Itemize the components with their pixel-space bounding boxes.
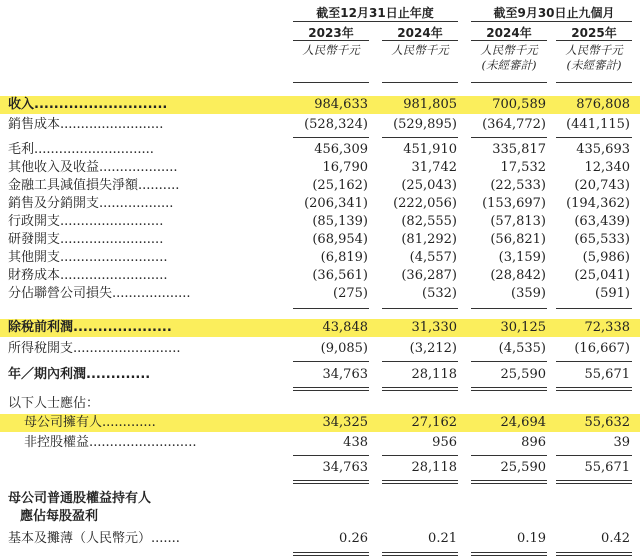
row-label: 分佔聯營公司損失................... [8,286,191,301]
double-rule-1b [293,555,369,556]
row-selling-expenses [0,195,640,213]
cell-2024-9m: 24,694 [500,415,546,430]
unit-col-3: 人民幣千元 [480,43,538,57]
cell-2025-9m: 435,693 [576,142,630,157]
cell-2025-9m: 55,632 [584,415,630,430]
cell-2024-9m: (359) [511,286,546,301]
cell-2024-9m: (22,533) [490,178,546,193]
cell-2023: (68,954) [312,232,368,247]
double-rule-3a [471,480,547,481]
cell-2024: 956 [432,435,457,450]
subtotal-rule-1 [293,137,369,138]
cell-2024: 451,910 [403,142,457,157]
subtotal-rule-3 [471,308,547,309]
double-rule-2b [382,555,458,556]
double-rule-2a [382,387,458,388]
cell-2025-9m: (591) [595,286,630,301]
cell-2023: (85,139) [312,214,368,229]
row-owners-of-parent [0,414,640,432]
row-basic-diluted-eps [0,530,640,548]
cell-2025-9m: 12,340 [584,160,630,175]
row-label: 非控股權益.......................... [24,435,197,450]
cell-2024-9m: 25,590 [500,367,546,382]
unaudited-col-3: (未經審計) [481,58,537,72]
cell-2024-9m: (4,535) [498,341,546,356]
cell-2024-9m: 30,125 [500,320,546,335]
cell-2024-9m: (153,697) [482,196,546,211]
cell-2024-9m: (3,159) [498,250,546,265]
subtotal-rule-1 [293,308,369,309]
row-finance-costs [0,267,640,285]
double-rule-2b [382,483,458,484]
subtotal-rule-2 [382,137,458,138]
cell-2023: (6,819) [320,250,368,265]
row-attributable-total [0,459,640,477]
double-rule-4b [556,390,632,391]
row-income-tax [0,340,640,358]
row-label: 其他開支.......................... [8,250,168,265]
double-rule-3a [471,387,547,388]
row-profit-before-tax [0,319,640,337]
cell-2023: (528,324) [304,117,368,132]
cell-2024: 981,805 [403,97,457,112]
unit-col-1: 人民幣千元 [302,43,360,57]
cell-2024-9m: 25,590 [500,460,546,475]
subtotal-rule-2 [382,455,458,456]
row-label: 母公司擁有人............. [24,415,156,430]
double-rule-1a [293,552,369,553]
year-underline-4 [556,40,632,41]
cell-2023: 984,633 [314,97,368,112]
cell-2024: (4,557) [409,250,457,265]
cell-2024-9m: 700,589 [492,97,546,112]
row-revenue [0,96,640,114]
header-full-year-rule [293,21,458,22]
header-nine-months-rule [471,21,632,22]
cell-2024-9m: (57,813) [490,214,546,229]
cell-2024-9m: 335,817 [492,142,546,157]
cell-2025-9m: 0.42 [601,531,630,546]
row-label: 行政開支......................... [8,214,164,229]
cell-2023: (25,162) [312,178,368,193]
year-underline-2 [382,40,458,41]
subtotal-rule-1 [293,455,369,456]
cell-2025-9m: (25,041) [574,268,630,283]
row-label: 銷售成本......................... [8,117,164,132]
cell-2023: (9,085) [320,341,368,356]
double-rule-4b [556,555,632,556]
row-label: 母公司普通股權益持有人 [8,491,152,506]
cell-2025-9m: 39 [613,435,630,450]
cell-2024: (532) [422,286,457,301]
cell-2024: (25,043) [401,178,457,193]
subtotal-rule-4 [556,455,632,456]
subtotal-rule-3 [471,455,547,456]
cell-2025-9m: (16,667) [574,341,630,356]
subtotal-rule-3 [471,361,547,362]
cell-2025-9m: (20,743) [574,178,630,193]
row-label: 以下人士應佔： [8,396,100,411]
cell-2024: 31,330 [411,320,457,335]
row-other-expenses [0,249,640,267]
header-nine-months: 截至9月30日止九個月 [493,6,615,20]
cell-2024: (82,555) [401,214,457,229]
double-rule-4a [556,552,632,553]
cell-2025-9m: (65,533) [574,232,630,247]
cell-2024-9m: 17,532 [500,160,546,175]
subtotal-rule-2 [382,308,458,309]
row-label: 金融工具減值損失淨額.......... [8,178,180,193]
cell-2023: 456,309 [314,142,368,157]
cell-2025-9m: 876,808 [576,97,630,112]
unit-underline-3 [471,82,547,83]
cell-2024: (529,895) [393,117,457,132]
subtotal-rule-4 [556,137,632,138]
double-rule-4a [556,387,632,388]
cell-2025-9m: 55,671 [584,460,630,475]
row-label: 收入........................... [8,97,168,112]
subtotal-rule-1 [293,361,369,362]
row-impairment [0,177,640,195]
double-rule-2a [382,480,458,481]
cell-2024-9m: (56,821) [490,232,546,247]
double-rule-3a [471,552,547,553]
row-label: 年／期內利潤............. [8,367,151,382]
year-2025-9m: 2025年 [571,26,617,40]
row-label: 基本及攤薄（人民幣元）....... [8,531,180,546]
double-rule-1a [293,387,369,388]
row-rnd-expenses [0,231,640,249]
double-rule-3b [471,555,547,556]
cell-2024-9m: 0.19 [517,531,546,546]
cell-2023: (206,341) [304,196,368,211]
double-rule-1b [293,483,369,484]
subtotal-rule-4 [556,361,632,362]
row-label: 除稅前利潤.................... [8,320,172,335]
double-rule-3b [471,390,547,391]
row-other-income [0,159,640,177]
row-eps-heading-line1 [0,490,640,508]
subtotal-rule-3 [471,137,547,138]
row-label: 毛利............................. [8,142,154,157]
cell-2024: (81,292) [401,232,457,247]
double-rule-1a [293,480,369,481]
year-2024-fy: 2024年 [397,26,443,40]
cell-2024-9m: (28,842) [490,268,546,283]
cell-2023: 438 [343,435,368,450]
cell-2023: 34,763 [322,367,368,382]
double-rule-3b [471,483,547,484]
row-label: 研發開支......................... [8,232,164,247]
unit-col-4: 人民幣千元 [565,43,623,57]
cell-2023: 43,848 [322,320,368,335]
row-label: 應佔每股盈利 [20,509,99,524]
cell-2024: 28,118 [411,460,457,475]
row-share-of-associates [0,285,640,303]
double-rule-2a [382,552,458,553]
row-gross-profit [0,141,640,159]
double-rule-4a [556,480,632,481]
cell-2023: 34,325 [322,415,368,430]
cell-2025-9m: 72,338 [584,320,630,335]
row-label: 財務成本.......................... [8,268,168,283]
double-rule-4b [556,483,632,484]
year-2023: 2023年 [308,26,354,40]
unit-underline-2 [382,82,458,83]
row-attributable-to-heading [0,395,640,413]
cell-2024-9m: 896 [521,435,546,450]
cell-2025-9m: (5,986) [582,250,630,265]
cell-2023: (275) [333,286,368,301]
row-non-controlling-interests [0,434,640,452]
row-eps-heading-line2 [0,508,640,526]
row-profit-for-period [0,366,640,384]
row-label: 銷售及分銷開支.................. [8,196,174,211]
cell-2024: (222,056) [393,196,457,211]
cell-2023: 34,763 [322,460,368,475]
cell-2025-9m: (63,439) [574,214,630,229]
row-label: 所得稅開支.......................... [8,341,181,356]
cell-2024: 28,118 [411,367,457,382]
subtotal-rule-4 [556,308,632,309]
cell-2024: 0.21 [428,531,457,546]
cell-2023: (36,561) [312,268,368,283]
row-cost-of-sales [0,116,640,134]
unaudited-col-4: (未經審計) [566,58,622,72]
double-rule-2b [382,390,458,391]
subtotal-rule-2 [382,361,458,362]
cell-2023: 16,790 [322,160,368,175]
row-admin-expenses [0,213,640,231]
header-full-year: 截至12月31日止年度 [316,6,434,20]
double-rule-1b [293,390,369,391]
cell-2024: (36,287) [401,268,457,283]
row-label: 其他收入及收益................... [8,160,178,175]
cell-2024: 27,162 [411,415,457,430]
year-underline-1 [293,40,369,41]
unit-underline-1 [293,82,369,83]
cell-2025-9m: (194,362) [566,196,630,211]
year-underline-3 [471,40,547,41]
unit-underline-4 [556,82,632,83]
cell-2024: (3,212) [409,341,457,356]
cell-2025-9m: 55,671 [584,367,630,382]
cell-2024: 31,742 [411,160,457,175]
year-2024-9m: 2024年 [486,26,532,40]
unit-col-2: 人民幣千元 [391,43,449,57]
cell-2024-9m: (364,772) [482,117,546,132]
cell-2023: 0.26 [339,531,368,546]
cell-2025-9m: (441,115) [566,117,630,132]
